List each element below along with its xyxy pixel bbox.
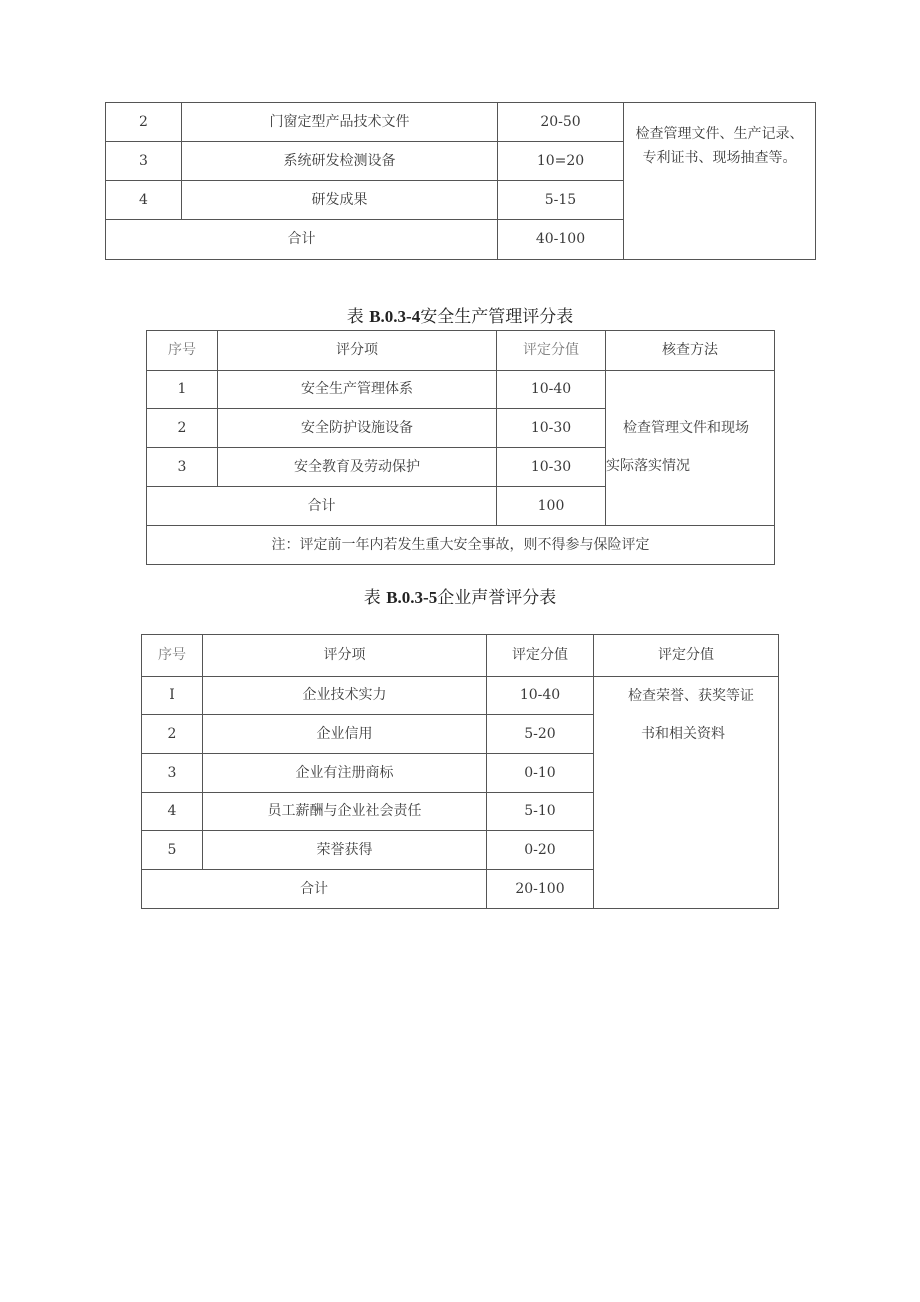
table-caption (0, 583, 920, 608)
header-item: 评分项 (203, 635, 487, 677)
check-method (594, 677, 779, 909)
check-method (606, 371, 775, 526)
total-score: 100 (497, 487, 606, 526)
header-score: 评定分值 (487, 635, 594, 677)
score-item: 安全教育及劳动保护 (218, 448, 497, 487)
check-method-line-2: 实际落实情况 (606, 458, 690, 474)
score-range: 10-30 (497, 448, 606, 487)
table-note: 注：评定前一年内若发生重大安全事故，则不得参与保险评定 (147, 526, 775, 565)
rd-score-table (105, 102, 816, 260)
table-caption (0, 302, 920, 327)
row-number: I (142, 677, 203, 715)
table-row (106, 103, 816, 142)
score-item: 门窗定型产品技术文件 (182, 103, 498, 142)
score-item: 系统研发检测设备 (182, 142, 498, 181)
row-number: 3 (106, 142, 182, 181)
table-row (147, 371, 775, 409)
check-method-line-2: 书和相关资料 (641, 726, 725, 742)
caption-prefix: 表 (363, 588, 381, 608)
header-item: 评分项 (218, 331, 497, 371)
row-number: 4 (106, 181, 182, 220)
check-method-line-2: 专利证书、现场抽查等。 (642, 150, 797, 166)
total-label: 合计 (147, 487, 497, 526)
score-item: 企业信用 (203, 715, 487, 754)
row-number: 3 (147, 448, 218, 487)
score-item: 研发成果 (182, 181, 498, 220)
score-range: 0-20 (487, 831, 594, 870)
header-number: 序号 (142, 635, 203, 677)
caption-title: 企业声誉评分表 (437, 588, 557, 608)
score-item: 安全生产管理体系 (218, 371, 497, 409)
total-label: 合计 (142, 870, 487, 909)
header-row (142, 635, 779, 677)
check-method (624, 103, 816, 260)
header-score: 评定分值 (497, 331, 606, 371)
row-number: 2 (106, 103, 182, 142)
header-method: 核查方法 (606, 331, 775, 371)
header-row (147, 331, 775, 371)
score-range: 20-50 (498, 103, 624, 142)
caption-title: 安全生产管理评分表 (420, 307, 574, 327)
score-range: 5-20 (487, 715, 594, 754)
caption-prefix: 表 (346, 307, 364, 327)
total-score: 20-100 (487, 870, 594, 909)
score-item: 员工薪酬与企业社会责任 (203, 793, 487, 831)
row-number: 4 (142, 793, 203, 831)
score-range: 10-40 (487, 677, 594, 715)
row-number: 1 (147, 371, 218, 409)
score-item: 企业技术实力 (203, 677, 487, 715)
total-score: 40-100 (498, 220, 624, 260)
score-range: 0-10 (487, 754, 594, 793)
total-label: 合计 (106, 220, 498, 260)
row-number: 2 (147, 409, 218, 448)
score-range: 5-10 (487, 793, 594, 831)
note-row (147, 526, 775, 565)
safety-score-table (146, 330, 775, 565)
score-range: 10=20 (498, 142, 624, 181)
check-method-line-1: 检查管理文件、生产记录、 (635, 126, 804, 142)
score-range: 10-30 (497, 409, 606, 448)
header-method: 评定分值 (594, 635, 779, 677)
row-number: 3 (142, 754, 203, 793)
check-method-line-1: 检查管理文件和现场 (623, 420, 749, 436)
caption-code: B.0.3-4 (369, 307, 421, 326)
score-item: 企业有注册商标 (203, 754, 487, 793)
table-row (142, 677, 779, 715)
row-number: 5 (142, 831, 203, 870)
header-number: 序号 (147, 331, 218, 371)
score-item: 荣誉获得 (203, 831, 487, 870)
score-range: 5-15 (498, 181, 624, 220)
score-range: 10-40 (497, 371, 606, 409)
score-item: 安全防护设施设备 (218, 409, 497, 448)
check-method-line-1: 检查荣誉、获奖等证 (628, 688, 754, 704)
row-number: 2 (142, 715, 203, 754)
caption-code: B.0.3-5 (386, 588, 438, 607)
reputation-score-table (141, 634, 779, 909)
